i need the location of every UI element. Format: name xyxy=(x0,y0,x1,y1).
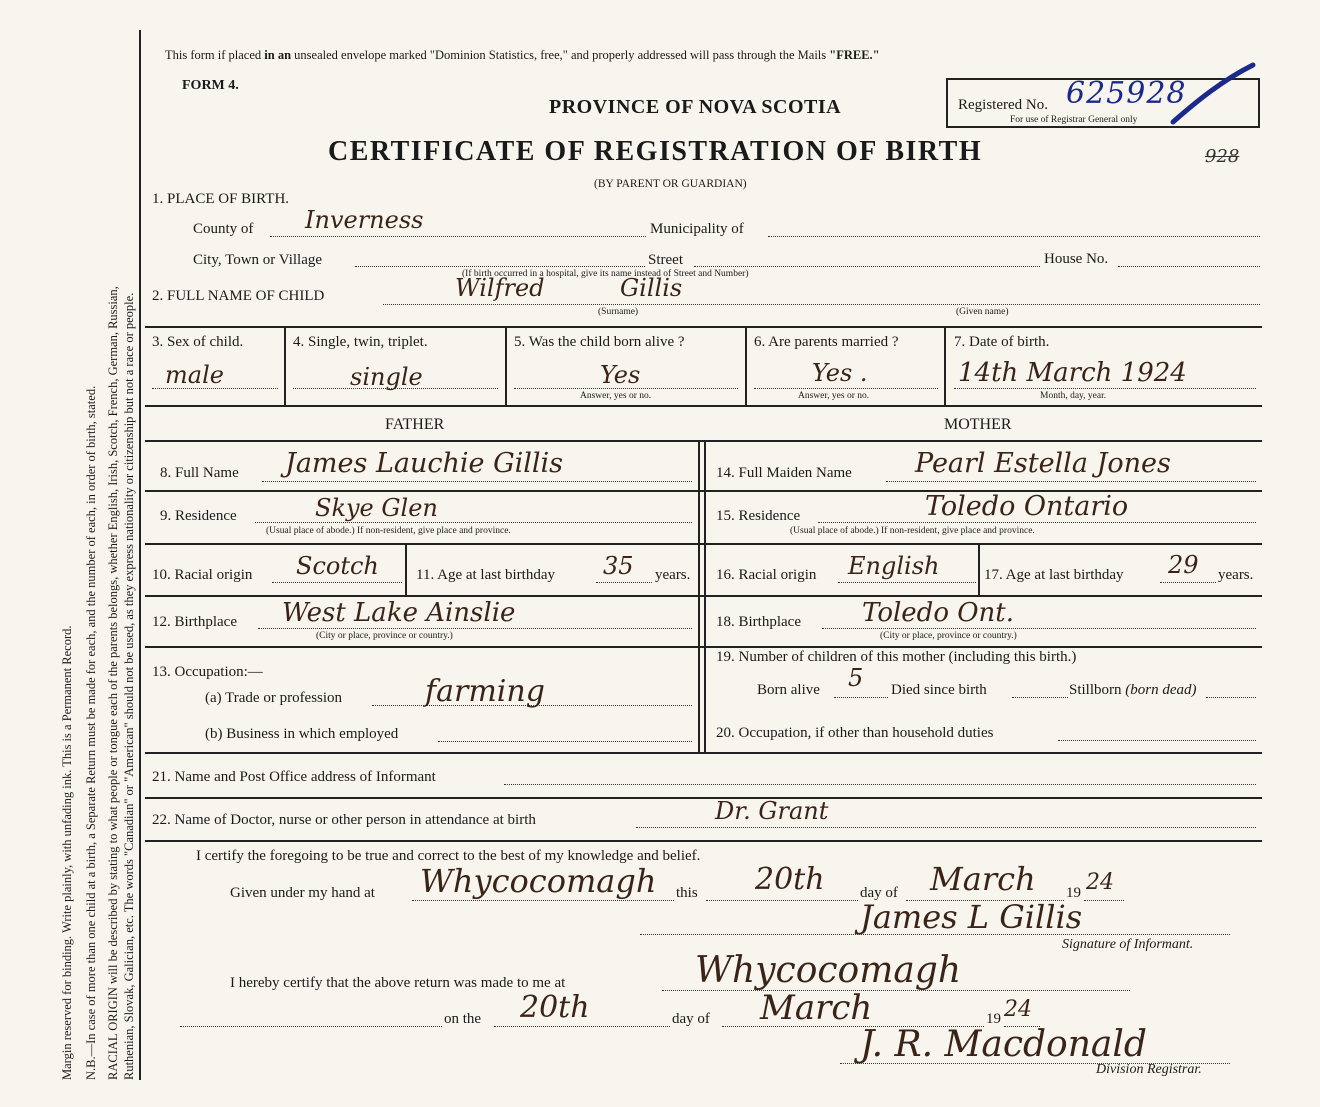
municipality-label: Municipality of xyxy=(650,221,744,237)
return-month-value: March xyxy=(760,988,873,1028)
died-since-label: Died since birth xyxy=(891,682,987,698)
stillborn-label: Stillborn (born dead) xyxy=(1069,682,1197,698)
mother-residence-value: Toledo Ontario xyxy=(925,491,1129,522)
hereby-certify-label: I hereby certify that the above return was made to me at xyxy=(230,975,566,991)
alive-note: Answer, yes or no. xyxy=(580,391,652,401)
return-day-value: 20th xyxy=(520,990,590,1025)
doctor-label: 22. Name of Doctor, nurse or other person in attendance at birth xyxy=(152,812,536,828)
father-age-label: 11. Age at last birthday xyxy=(416,567,555,583)
margin-notes xyxy=(0,0,140,1107)
given-day-value: 20th xyxy=(755,862,825,897)
place-heading: 1. PLACE OF BIRTH. xyxy=(152,191,290,207)
mother-name-label: 14. Full Maiden Name xyxy=(716,465,852,481)
doctor-value: Dr. Grant xyxy=(715,797,829,825)
father-name-value: James Lauchie Gillis xyxy=(285,448,564,479)
informant-label: 21. Name and Post Office address of Informant xyxy=(152,769,436,785)
dob-value: 14th March 1924 xyxy=(958,358,1187,388)
mother-name-value: Pearl Estella Jones xyxy=(915,448,1171,479)
father-racial-label: 10. Racial origin xyxy=(152,567,253,583)
married-label: 6. Are parents married ? xyxy=(754,334,899,350)
registrar-signature: J. R. Macdonald xyxy=(860,1024,1147,1065)
informant-signature: James L Gillis xyxy=(860,898,1083,936)
mail-note: This form if placed in an unsealed envelope marked "Dominion Statistics, free," and properly addressed will pass through the Mails "FREE." xyxy=(165,48,880,62)
province-heading: PROVINCE OF NOVA SCOTIA xyxy=(549,96,842,118)
given-year-prefix: 19 xyxy=(1066,885,1081,901)
father-birthplace-note: (City or place, province or country.) xyxy=(316,631,453,641)
corner-mark: 928 xyxy=(1205,146,1240,167)
father-business-label: (b) Business in which employed xyxy=(205,726,399,742)
child-given-value: Gillis xyxy=(620,274,683,302)
mother-birthplace-note: (City or place, province or country.) xyxy=(880,631,1017,641)
mother-birthplace-label: 18. Birthplace xyxy=(716,614,801,630)
alive-value: Yes xyxy=(600,361,641,389)
mother-children-label: 19. Number of children of this mother (including this birth.) xyxy=(716,649,1077,665)
registrar-label: Division Registrar. xyxy=(1096,1062,1202,1077)
binding-rule xyxy=(139,30,141,1080)
return-place-value: Whycocomagh xyxy=(695,950,962,991)
born-alive-value: 5 xyxy=(848,664,864,692)
father-trade-label: (a) Trade or profession xyxy=(205,690,343,706)
page-subtitle: (BY PARENT OR GUARDIAN) xyxy=(594,178,747,190)
surname-note: (Surname) xyxy=(598,307,639,317)
plurality-value: single xyxy=(350,363,423,391)
mother-residence-note: (Usual place of abode.) If non-resident, give place and province. xyxy=(790,526,1035,536)
mother-racial-value: English xyxy=(848,552,940,580)
father-birthplace-label: 12. Birthplace xyxy=(152,614,237,630)
father-occupation-label: 13. Occupation:— xyxy=(152,664,263,680)
city-label: City, Town or Village xyxy=(193,252,323,268)
mother-residence-label: 15. Residence xyxy=(716,508,801,524)
dob-note: Month, day, year. xyxy=(1040,391,1107,401)
house-label: House No. xyxy=(1044,251,1109,267)
margin-note-1: Margin reserved for binding. Write plainly, with unfading ink. This is a Permanent Record. xyxy=(60,625,74,1080)
day-of-label-2: day of xyxy=(672,1011,710,1027)
informant-signature-label: Signature of Informant. xyxy=(1062,937,1194,952)
child-name-label: 2. FULL NAME OF CHILD xyxy=(152,288,325,304)
father-name-label: 8. Full Name xyxy=(160,465,239,481)
plurality-label: 4. Single, twin, triplet. xyxy=(293,334,428,350)
return-year-prefix: 19 xyxy=(986,1011,1001,1027)
dob-label: 7. Date of birth. xyxy=(954,334,1050,350)
father-trade-value: farming xyxy=(425,674,545,709)
page-title: CERTIFICATE OF REGISTRATION OF BIRTH xyxy=(328,136,983,167)
check-stroke-icon xyxy=(1168,60,1258,130)
mother-age-value: 29 xyxy=(1168,551,1199,579)
certify-statement: I certify the foregoing to be true and correct to the best of my knowledge and belief. xyxy=(196,848,701,864)
mother-age-label: 17. Age at last birthday xyxy=(984,567,1124,583)
child-surname-value: Wilfred xyxy=(455,274,545,302)
registered-label: Registered No. xyxy=(958,97,1048,113)
on-the-label: on the xyxy=(444,1011,482,1027)
married-value: Yes . xyxy=(812,359,868,387)
given-year-value: 24 xyxy=(1086,870,1114,895)
born-alive-label: Born alive xyxy=(757,682,820,698)
mother-heading: MOTHER xyxy=(944,416,1012,433)
father-age-value: 35 xyxy=(603,552,634,580)
this-label: this xyxy=(676,885,698,901)
given-month-value: March xyxy=(930,860,1036,898)
margin-note-2: N.B.—In case of more than one child at a birth, a Separate Return must be made for each, and the number of each, in order of birth, stated. xyxy=(84,385,98,1080)
sex-value: male xyxy=(165,361,224,389)
father-residence-label: 9. Residence xyxy=(160,508,237,524)
county-value: Inverness xyxy=(305,206,424,234)
given-place-value: Whycocomagh xyxy=(420,862,657,900)
registrar-note: For use of Registrar General only xyxy=(1010,115,1138,125)
form-number: FORM 4. xyxy=(182,78,239,93)
margin-note-4: Ruthenian, Slovak, Galician, etc. The words "Canadian" or "American" should not be used, as they express nationality or citizenship but not a race or people. xyxy=(122,292,136,1080)
alive-label: 5. Was the child born alive ? xyxy=(514,334,685,350)
mother-occupation-label: 20. Occupation, if other than household duties xyxy=(716,725,994,741)
father-racial-value: Scotch xyxy=(296,552,379,580)
registered-number-box xyxy=(946,78,1260,128)
father-residence-note: (Usual place of abode.) If non-resident, give place and province. xyxy=(266,526,511,536)
given-under-label: Given under my hand at xyxy=(230,885,375,901)
county-label: County of xyxy=(193,221,254,237)
sex-label: 3. Sex of child. xyxy=(152,334,244,350)
father-heading: FATHER xyxy=(385,416,445,433)
street-label: Street xyxy=(648,252,683,268)
mother-birthplace-value: Toledo Ont. xyxy=(862,598,1015,628)
father-years: years. xyxy=(655,567,691,583)
given-note: (Given name) xyxy=(956,307,1009,317)
father-residence-value: Skye Glen xyxy=(315,494,438,522)
mother-racial-label: 16. Racial origin xyxy=(716,567,817,583)
registered-value: 625928 xyxy=(1066,76,1187,111)
margin-note-3: RACIAL ORIGIN will be described by stating to what people or tongue each of the parents belongs, whether English, Irish, Scotch, French, German, Russian, xyxy=(106,286,120,1080)
return-year-value: 24 xyxy=(1004,997,1032,1022)
mother-years: years. xyxy=(1218,567,1254,583)
day-of-label: day of xyxy=(860,885,898,901)
hospital-note: (If birth occurred in a hospital, give its name instead of Street and Number) xyxy=(462,269,749,279)
married-note: Answer, yes or no. xyxy=(798,391,870,401)
father-birthplace-value: West Lake Ainslie xyxy=(282,598,516,628)
